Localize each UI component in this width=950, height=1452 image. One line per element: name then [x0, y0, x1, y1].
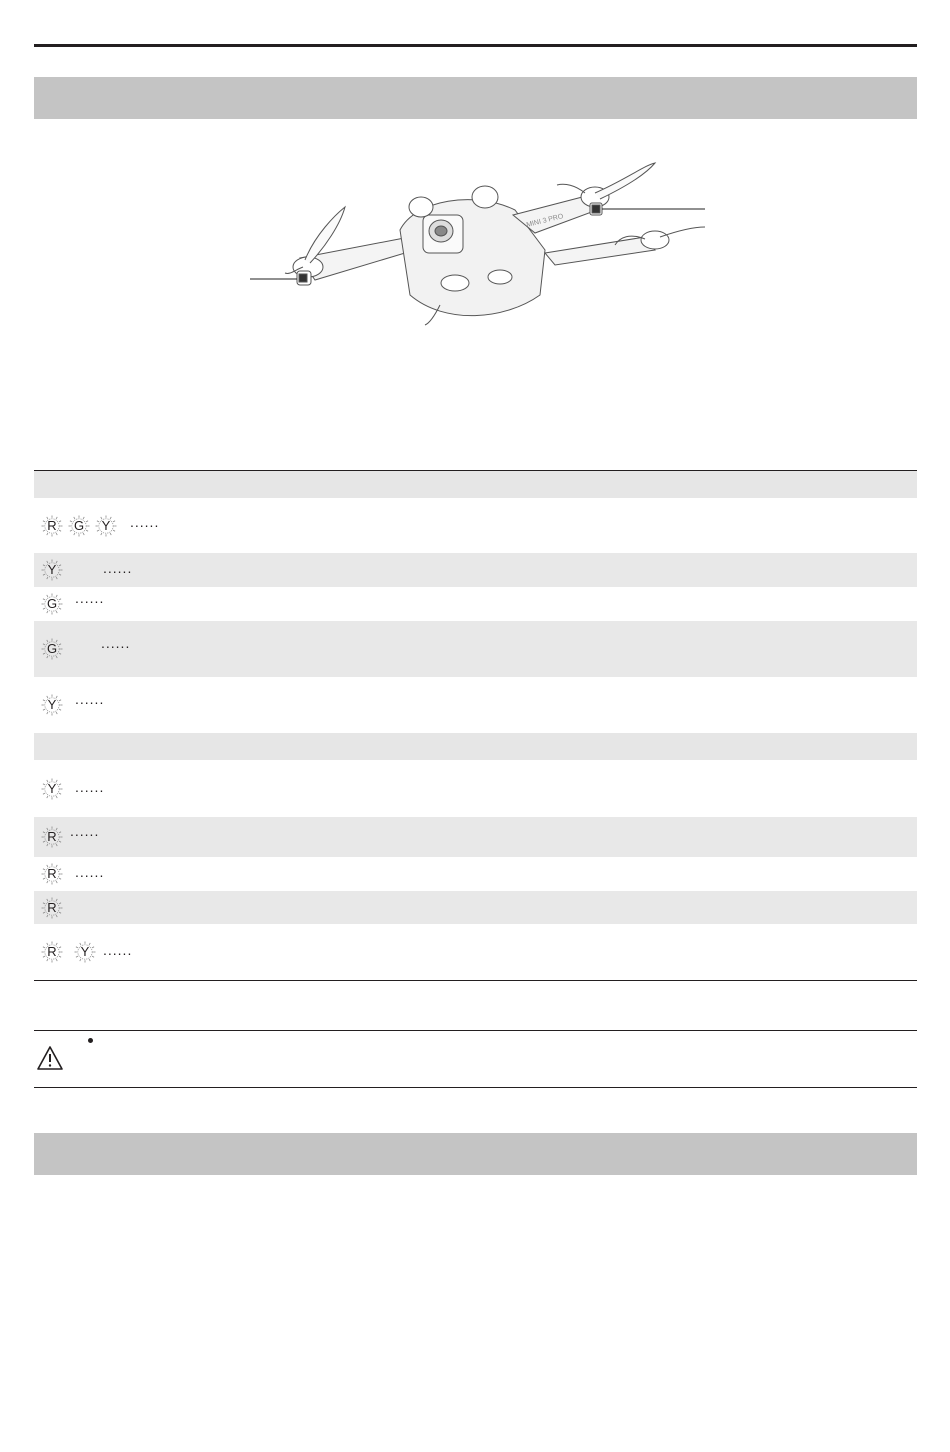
led-table-subheader [34, 733, 917, 760]
section-header-bar-2 [34, 1133, 917, 1175]
led-color-letter: G [73, 517, 85, 533]
led-pattern-dots: ...... [75, 864, 105, 880]
led-table-row [34, 924, 917, 980]
led-pattern-dots: ...... [75, 778, 105, 795]
led-color-letter: R [47, 899, 57, 915]
blinking-led-icon [41, 863, 63, 885]
warning-top-rule [34, 1030, 917, 1031]
led-table-row [34, 498, 917, 553]
blinking-led-icon [41, 778, 63, 800]
led-pattern-dots: ...... [70, 823, 100, 839]
warning-bottom-rule [34, 1087, 917, 1088]
led-table-row [34, 587, 917, 621]
blinking-led-icon [41, 941, 63, 963]
blinking-led-icon [41, 826, 63, 848]
led-color-letter: Y [80, 944, 90, 959]
blinking-led-icon [68, 515, 90, 537]
led-color-letter: Y [101, 517, 111, 533]
led-table-row [34, 553, 917, 587]
led-table-row [34, 891, 917, 924]
led-color-letter: G [46, 596, 58, 611]
blinking-led-icon [41, 593, 63, 615]
blinking-led-icon [74, 941, 96, 963]
led-pattern-dots: ...... [75, 590, 105, 606]
led-color-letter: R [47, 944, 57, 959]
drone-illustration [245, 155, 715, 330]
warning-bullet [88, 1038, 93, 1043]
front-led-left [299, 274, 307, 282]
warning-triangle-icon [36, 1045, 64, 1071]
top-rule [34, 44, 917, 47]
led-pattern-dots: ...... [103, 560, 133, 576]
blinking-led-icon [41, 559, 63, 581]
blinking-led-icon [95, 515, 117, 537]
led-table-header [34, 471, 917, 498]
blinking-led-icon [41, 897, 63, 919]
led-table-bottom-rule [34, 980, 917, 981]
blinking-led-icon [41, 515, 63, 537]
front-led-right [592, 205, 600, 213]
led-color-letter: R [47, 866, 57, 881]
led-table-row [34, 760, 917, 817]
led-color-letter: R [47, 829, 57, 844]
led-color-letter: G [46, 641, 58, 656]
led-table-row [34, 857, 917, 891]
led-table-row [34, 677, 917, 733]
led-pattern-dots: ...... [103, 942, 133, 958]
led-color-letter: Y [47, 697, 57, 712]
drone-model-label: MINI 3 PRO [525, 213, 565, 229]
led-color-letter: Y [47, 780, 57, 796]
led-pattern-dots: ...... [130, 513, 160, 530]
led-table-row [34, 621, 917, 677]
led-pattern-dots: ...... [75, 691, 105, 707]
blinking-led-icon [41, 694, 63, 716]
led-table-row [34, 817, 917, 857]
led-color-letter: Y [47, 562, 57, 577]
led-pattern-dots: ...... [101, 635, 131, 651]
section-header-bar [34, 77, 917, 119]
blinking-led-icon [41, 638, 63, 660]
led-color-letter: R [47, 517, 57, 533]
